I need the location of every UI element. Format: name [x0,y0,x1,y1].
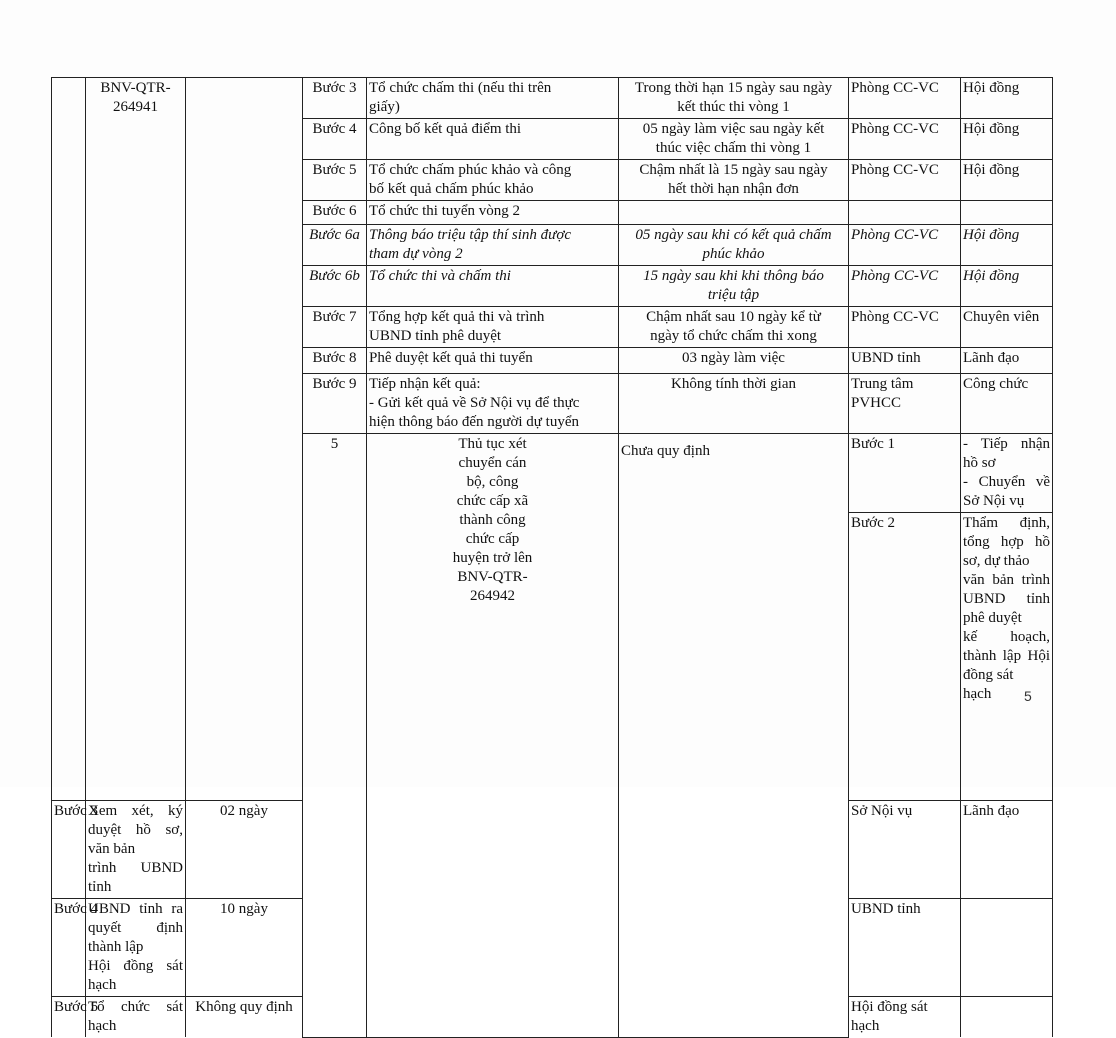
step-cell: Bước 4 [303,119,367,160]
step-content: UBND tỉnh ra quyết định thành lập Hội đồng sát hạch [86,899,186,997]
step-content: Tổng hợp kết quả thi và trình UBND tỉnh phê duyệt [367,307,619,348]
step-unit: Phòng CC-VC [849,307,961,348]
step-content: Phê duyệt kết quả thi tuyển [367,348,619,374]
step-time: 10 ngày [186,899,303,997]
step-time: Chậm nhất sau 10 ngày kể từ ngày tổ chức chấm thi xong [619,307,849,348]
step-unit: Phòng CC-VC [849,225,961,266]
step-person [961,201,1053,225]
page-number: 5 [1024,688,1032,704]
regulation-cell [186,78,303,801]
step-person: Hội đồng [961,266,1053,307]
procedure-name-cell: Thủ tục xét chuyển cán bộ, công chức cấp xã thành công chức cấp huyện trở lên BNV-QTR- 264942 [367,434,619,1038]
step-unit: Phòng CC-VC [849,119,961,160]
step-cell: Bước 9 [303,374,367,434]
step-cell: Bước 6a [303,225,367,266]
procedure-table [51,77,1053,1038]
step-time: Trong thời hạn 15 ngày sau ngày kết thúc thi vòng 1 [619,78,849,119]
step-time: 02 ngày [186,801,303,899]
step-content: Tổ chức chấm thi (nếu thi trên giấy) [367,78,619,119]
step-content: Thẩm định, tổng hợp hồ sơ, dự thảo văn bản trình UBND tỉnh phê duyệt kế hoạch, thành lập Hội đồng sát hạch [961,513,1053,801]
step-person: Công chức [961,374,1053,434]
step-content: Xem xét, ký duyệt hồ sơ, văn bản trình UBND tỉnh [86,801,186,899]
step-unit: Phòng CC-VC [849,266,961,307]
step-time: 15 ngày sau khi khi thông báo triệu tập [619,266,849,307]
step-cell: Bước 7 [303,307,367,348]
step-cell: Bước 4 [52,899,86,997]
step-cell: Bước 6 [303,201,367,225]
step-person: Lãnh đạo [961,348,1053,374]
step-unit: Phòng CC-VC [849,160,961,201]
procedure-code-cell: BNV-QTR- 264941 [86,78,186,801]
step-content: - Tiếp nhận hồ sơ - Chuyển về Sở Nội vụ [961,434,1053,513]
step-person: Lãnh đạo [961,801,1053,899]
step-person [961,997,1053,1038]
step-unit: UBND tỉnh [849,348,961,374]
step-cell: Bước 3 [303,78,367,119]
step-time: Chậm nhất là 15 ngày sau ngày hết thời hạn nhận đơn [619,160,849,201]
step-person [961,899,1053,997]
step-content: Tổ chức chấm phúc khảo và công bố kết quả chấm phúc khảo [367,160,619,201]
step-unit: UBND tỉnh [849,899,961,997]
step-cell: Bước 5 [303,160,367,201]
step-person: Hội đồng [961,225,1053,266]
step-cell: Bước 8 [303,348,367,374]
step-content: Tổ chức thi và chấm thi [367,266,619,307]
step-cell: Bước 5 [52,997,86,1038]
step-unit: Hội đồng sát hạch [849,997,961,1038]
step-time [619,201,849,225]
regulation-cell: Chưa quy định [619,434,849,1038]
step-content: Công bố kết quả điểm thi [367,119,619,160]
step-person: Chuyên viên [961,307,1053,348]
step-unit: Phòng CC-VC [849,78,961,119]
table-row [52,78,1053,119]
step-content: Tiếp nhận kết quả: - Gửi kết quả về Sở Nội vụ để thực hiện thông báo đến người dự tuyển [367,374,619,434]
step-cell: Bước 2 [849,513,961,801]
step-person: Hội đồng [961,119,1053,160]
step-unit: Sở Nội vụ [849,801,961,899]
row-number-cell: 5 [303,434,367,1038]
step-time: 05 ngày sau khi có kết quả chấm phúc khảo [619,225,849,266]
step-content: Tổ chức thi tuyển vòng 2 [367,201,619,225]
step-unit [849,201,961,225]
step-person: Hội đồng [961,160,1053,201]
step-unit: Trung tâm PVHCC [849,374,961,434]
step-time: Không quy định [186,997,303,1038]
step-person: Hội đồng [961,78,1053,119]
step-cell: Bước 6b [303,266,367,307]
step-time: Không tính thời gian [619,374,849,434]
step-cell: Bước 1 [849,434,961,513]
step-time: 05 ngày làm việc sau ngày kết thúc việc chấm thi vòng 1 [619,119,849,160]
step-content: Tổ chức sát hạch [86,997,186,1038]
step-cell: Bước 3 [52,801,86,899]
step-content: Thông báo triệu tập thí sinh được tham dự vòng 2 [367,225,619,266]
step-time: 03 ngày làm việc [619,348,849,374]
row-number-cell [52,78,86,801]
